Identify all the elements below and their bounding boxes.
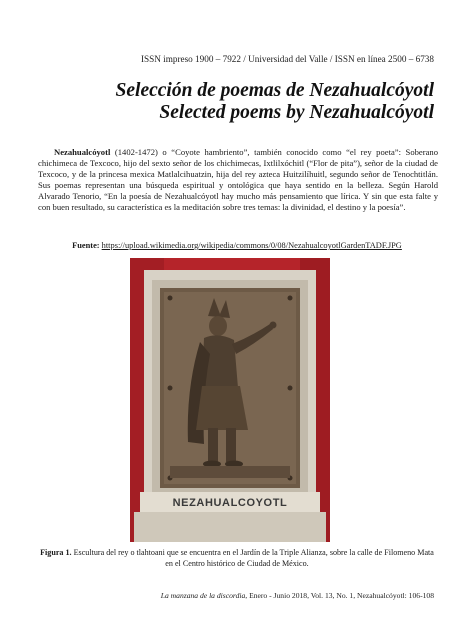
- page-footer: [161, 591, 434, 600]
- plaque-text: NEZAHUALCOYOTL: [172, 497, 288, 509]
- caption-text: Escultura del rey o tlahtoani que se encuentra en el Jardín de la Triple Alianza, sobre la calle de Filomeno Mata en el Centro histórico de Ciudad de México.: [71, 548, 434, 568]
- footer-details: , Enero - Junio 2018, Vol. 13, No. 1, Nezahualcóyotl: 106-108: [245, 591, 434, 600]
- figure-caption: [40, 547, 434, 569]
- sculpture-image: [130, 258, 330, 542]
- intro-paragraph: [38, 147, 438, 214]
- footer-journal: La manzana de la discordia: [160, 591, 246, 600]
- source-line: [0, 241, 474, 250]
- source-link[interactable]: https://upload.wikimedia.org/wikipedia/commons/0/08/NezahualcoyotlGardenTADF.JPG: [101, 241, 402, 250]
- sculpture-photo: [130, 258, 330, 542]
- source-label: Fuente:: [72, 241, 100, 250]
- intro-text: (1402-1472) o “Coyote hambriento”, también conocido como “el rey poeta”: Soberano chichimeca de Texcoco, hijo del sexto señor de los chichimecas, Ixtlilxóchitl (“Flor de pita”), señor de la ciudad de Texcoco, y de la princesa mexica Matlalcihuatzin, hija del rey azteca Huitzilíhuitl, segundo señor de Tenochtitlán. Sus poemas representan una búsqueda espiritual y ontológica que haya sentido en la belleza. Según Harold Alvarado Tenorio, “En la poesía de Nezahualcóyotl hay mucho más pensamiento que lírica. Y sin que esta falte y con buen resultado, su característica es la meditación sobre tres temas: la divinidad, el destino y la poesía”.: [38, 147, 438, 213]
- intro-lead: Nezahualcóyotl: [54, 147, 111, 157]
- title-english: Selected poems by Nezahualcóyotl: [159, 102, 434, 123]
- caption-label: Figura 1.: [40, 548, 72, 557]
- title-spanish: Selección de poemas de Nezahualcóyotl: [115, 80, 434, 101]
- article-title: [116, 80, 434, 124]
- issn-header: ISSN impreso 1900 – 7922 / Universidad del Valle / ISSN en línea 2500 – 6738: [140, 54, 434, 64]
